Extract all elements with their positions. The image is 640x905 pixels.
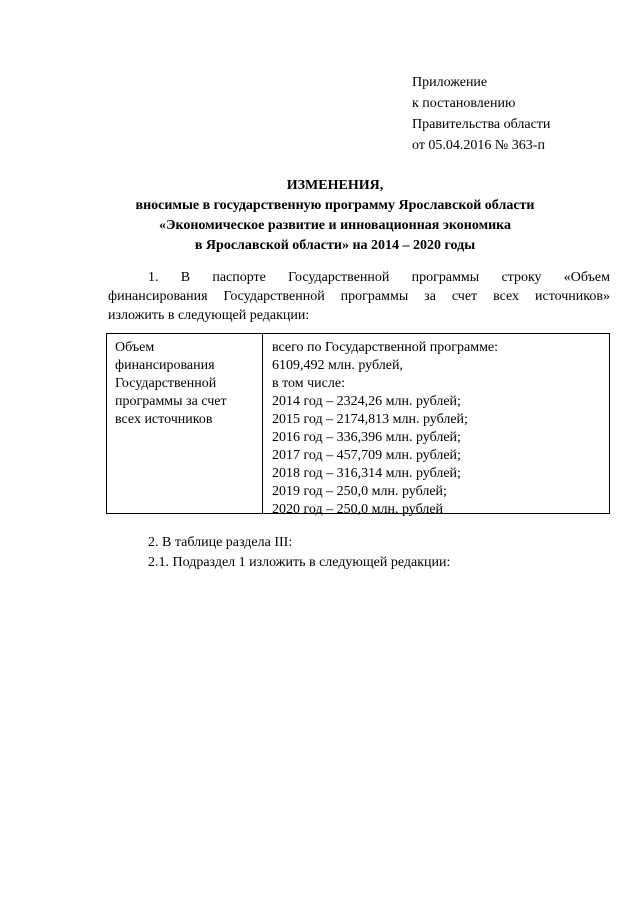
section-2-text: 2. В таблице раздела III: — [148, 535, 293, 550]
title-line: ИЗМЕНЕНИЯ, — [286, 178, 384, 193]
title-line: «Экономическое развитие и инновационная экономика — [158, 218, 512, 233]
table-value-cell — [272, 339, 607, 519]
appendix-line: от 05.04.2016 № 363-п — [412, 138, 545, 153]
table-column-divider — [262, 334, 263, 513]
appendix-block — [412, 72, 550, 156]
appendix-line: Правительства области — [412, 117, 551, 132]
value-line: 2014 год – 2324,26 млн. рублей; — [272, 394, 461, 409]
value-line: всего по Государственной программе: — [272, 340, 499, 355]
value-line: 2020 год – 250,0 млн. рублей — [272, 502, 444, 517]
appendix-line: Приложение — [412, 75, 488, 90]
label-line: программы за счет — [115, 394, 227, 409]
table-label-cell — [115, 339, 260, 429]
value-line: 2016 год – 336,396 млн. рублей; — [272, 430, 461, 445]
paragraph-line: изложить в следующей редакции: — [108, 308, 310, 323]
appendix-line: к постановлению — [412, 96, 516, 111]
financing-table — [106, 333, 610, 517]
title-line: вносимые в государственную программу Ярославской области — [135, 198, 535, 213]
label-line: Объем — [115, 340, 155, 355]
title-line: в Ярославской области» на 2014 – 2020 годы — [194, 238, 476, 253]
value-line: 2019 год – 250,0 млн. рублей; — [272, 484, 447, 499]
label-line: финансирования — [115, 358, 215, 373]
document-title — [100, 176, 570, 256]
paragraph-line: 1. В паспорте Государственной программы строку «Объем — [148, 270, 610, 285]
value-line: 2015 год – 2174,813 млн. рублей; — [272, 412, 468, 427]
label-line: всех источников — [115, 412, 213, 427]
value-line: в том числе: — [272, 376, 345, 391]
section-2-1-text: 2.1. Подраздел 1 изложить в следующей редакции: — [148, 555, 451, 570]
value-line: 6109,492 млн. рублей, — [272, 358, 403, 373]
value-line: 2018 год – 316,314 млн. рублей; — [272, 466, 461, 481]
label-line: Государственной — [115, 376, 217, 391]
value-line: 2017 год – 457,709 млн. рублей; — [272, 448, 461, 463]
paragraph-1 — [108, 268, 610, 325]
paragraph-line: финансирования Государственной программы за счет всех источников» — [108, 289, 610, 304]
